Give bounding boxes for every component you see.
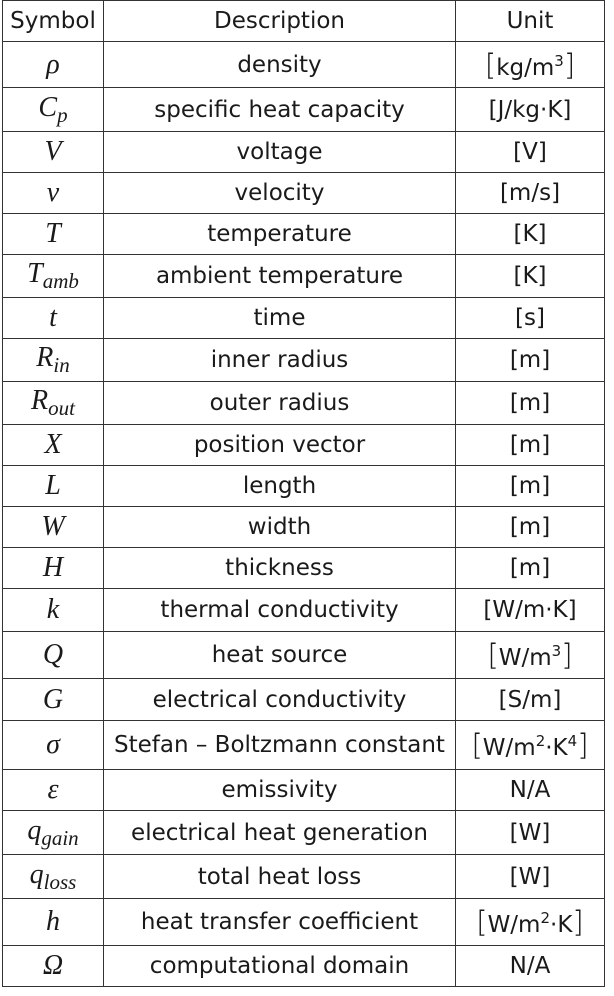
table-row (3, 255, 605, 298)
symbol-base: k (46, 594, 60, 625)
symbol-subscript: gain (41, 825, 79, 850)
description-cell: ambient temperature (104, 255, 456, 298)
table-row (3, 721, 605, 770)
symbol-base: W (41, 511, 65, 542)
table-row (3, 811, 605, 855)
table-row (3, 946, 605, 987)
symbol-header: Symbol (3, 1, 104, 42)
symbol-base: q (29, 858, 44, 890)
unit-text: [m/s] (499, 180, 561, 206)
symbol-cell (3, 721, 104, 770)
table-row (3, 339, 605, 382)
unit-exponent: 4 (567, 732, 578, 750)
unit-cell (456, 132, 605, 173)
unit-text: N/A (509, 953, 551, 979)
symbol-cell (3, 679, 104, 721)
unit-text: [K] (513, 221, 547, 247)
symbol-base: v (46, 177, 60, 208)
description-cell: length (104, 466, 456, 507)
symbol-cell (3, 589, 104, 632)
unit-text: ] (577, 728, 589, 762)
unit-text: ·K (550, 912, 573, 938)
unit-exponent: 2 (540, 909, 551, 927)
unit-cell (456, 770, 605, 811)
symbol-cell (3, 466, 104, 507)
symbol-subscript: p (57, 102, 68, 127)
unit-cell (456, 382, 605, 425)
symbol-cell (3, 132, 104, 173)
description-cell: heat transfer coefficient (104, 899, 456, 946)
description-cell: thermal conductivity (104, 589, 456, 632)
unit-cell (456, 339, 605, 382)
symbol-cell (3, 946, 104, 987)
description-header: Description (104, 1, 456, 42)
description-cell: emissivity (104, 770, 456, 811)
unit-cell (456, 632, 605, 679)
description-cell: specific heat capacity (104, 88, 456, 132)
symbol-cell (3, 339, 104, 382)
symbol-base: R (31, 385, 49, 416)
unit-text: [m] (509, 473, 551, 499)
unit-text: ] (563, 47, 576, 82)
symbol-base: ε (47, 774, 59, 805)
table-row (3, 42, 605, 88)
symbol-base: h (46, 906, 60, 937)
table-row (3, 88, 605, 132)
symbol-cell (3, 899, 104, 946)
symbol-base: ρ (46, 48, 60, 80)
unit-cell (456, 507, 605, 548)
description-cell: outer radius (104, 382, 456, 425)
table-row (3, 507, 605, 548)
unit-text: W/m (498, 645, 552, 671)
unit-text: [W] (509, 819, 551, 846)
unit-text: kg/m (496, 54, 555, 81)
symbol-cell (3, 425, 104, 466)
table-row (3, 382, 605, 425)
description-cell: thickness (104, 548, 456, 589)
symbol-base: σ (46, 729, 60, 760)
table-row (3, 855, 605, 899)
symbol-cell (3, 770, 104, 811)
symbol-base: H (42, 552, 64, 583)
unit-text: [ (487, 638, 499, 672)
table-row (3, 214, 605, 255)
table-row (3, 173, 605, 214)
table-row (3, 298, 605, 339)
unit-cell (456, 679, 605, 721)
symbol-base: q (27, 814, 42, 846)
description-cell: position vector (104, 425, 456, 466)
description-cell: time (104, 298, 456, 339)
unit-cell (456, 548, 605, 589)
unit-cell (456, 811, 605, 855)
unit-text: [W] (509, 863, 551, 890)
description-cell: computational domain (104, 946, 456, 987)
table-row (3, 132, 605, 173)
table-row (3, 548, 605, 589)
symbol-base: L (45, 470, 61, 501)
symbol-base: V (44, 136, 62, 167)
symbol-base: G (42, 683, 64, 715)
unit-cell (456, 855, 605, 899)
unit-text: [m] (509, 347, 551, 373)
description-cell: density (104, 42, 456, 88)
symbol-base: t (49, 302, 57, 333)
unit-cell (456, 466, 605, 507)
symbol-subscript: out (48, 396, 75, 420)
unit-text: [m] (509, 432, 551, 458)
symbol-cell (3, 632, 104, 679)
unit-cell (456, 255, 605, 298)
table-row (3, 466, 605, 507)
symbol-base: R (36, 342, 54, 373)
unit-cell (456, 173, 605, 214)
unit-text: [W/m·K] (483, 597, 577, 623)
symbol-base: T (45, 218, 61, 249)
unit-text: [J/kg·K] (488, 96, 572, 123)
table-row (3, 589, 605, 632)
symbol-cell (3, 811, 104, 855)
description-cell: electrical heat generation (104, 811, 456, 855)
description-cell: voltage (104, 132, 456, 173)
table-row (3, 770, 605, 811)
unit-text: [S/m] (498, 686, 562, 713)
table-body (3, 42, 605, 987)
unit-cell (456, 214, 605, 255)
unit-text: [m] (509, 390, 551, 416)
symbol-base: Q (42, 639, 64, 670)
unit-cell (456, 42, 605, 88)
unit-text: N/A (509, 777, 551, 803)
unit-text: ·K (545, 735, 568, 761)
unit-text: [K] (513, 263, 547, 289)
unit-exponent: 3 (551, 642, 562, 660)
table-row (3, 679, 605, 721)
symbol-cell (3, 42, 104, 88)
symbol-base: X (44, 429, 62, 460)
unit-text: [m] (509, 514, 551, 540)
description-cell: total heat loss (104, 855, 456, 899)
description-cell: temperature (104, 214, 456, 255)
symbol-cell (3, 88, 104, 132)
table-row (3, 899, 605, 946)
unit-text: [ (484, 47, 497, 82)
symbol-cell (3, 382, 104, 425)
table-row (3, 425, 605, 466)
symbol-base: Ω (42, 950, 64, 981)
unit-cell (456, 721, 605, 770)
unit-cell (456, 946, 605, 987)
symbol-base: C (38, 91, 58, 123)
symbol-base: T (27, 258, 43, 289)
symbol-cell (3, 214, 104, 255)
unit-text: [ (476, 905, 488, 939)
unit-text: [s] (515, 305, 545, 331)
unit-cell (456, 899, 605, 946)
unit-text: W/m (487, 912, 541, 938)
description-cell: velocity (104, 173, 456, 214)
unit-exponent: 3 (554, 51, 564, 70)
unit-cell (456, 298, 605, 339)
unit-cell (456, 589, 605, 632)
symbol-subscript: amb (42, 269, 79, 293)
nomenclature-table (2, 0, 605, 987)
description-cell: heat source (104, 632, 456, 679)
header-row (3, 1, 605, 42)
unit-header: Unit (456, 1, 605, 42)
unit-cell (456, 425, 605, 466)
unit-text: [V] (513, 139, 547, 165)
symbol-subscript: loss (43, 869, 77, 894)
unit-cell (456, 88, 605, 132)
symbol-cell (3, 173, 104, 214)
symbol-cell (3, 855, 104, 899)
description-cell: width (104, 507, 456, 548)
symbol-cell (3, 298, 104, 339)
symbol-cell (3, 507, 104, 548)
symbol-cell (3, 548, 104, 589)
unit-text: ] (572, 905, 584, 939)
unit-text: [m] (509, 555, 551, 581)
symbol-subscript: in (53, 353, 70, 377)
description-cell: Stefan – Boltzmann constant (104, 721, 456, 770)
unit-text: W/m (482, 735, 536, 761)
symbol-cell (3, 255, 104, 298)
description-cell: electrical conductivity (104, 679, 456, 721)
unit-exponent: 2 (535, 732, 546, 750)
description-cell: inner radius (104, 339, 456, 382)
unit-text: ] (561, 638, 573, 672)
unit-text: [ (471, 728, 483, 762)
table-row (3, 632, 605, 679)
